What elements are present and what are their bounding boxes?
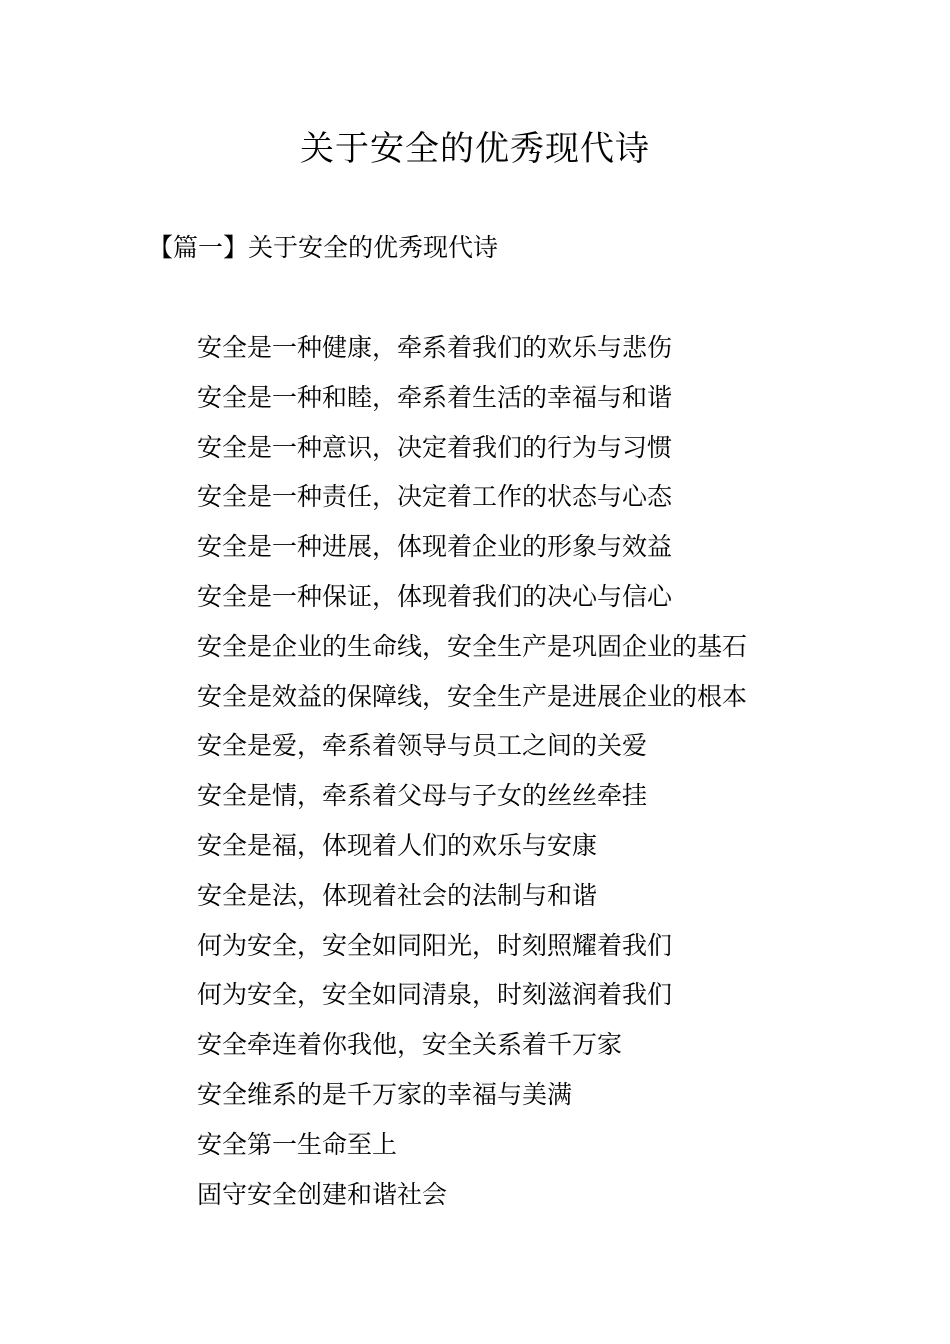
poem-line: 安全是爱，牵系着领导与员工之间的关爱	[197, 731, 648, 761]
poem-line: 安全牵连着你我他，安全关系着千万家	[197, 1030, 623, 1060]
poem-line: 安全是企业的生命线，安全生产是巩固企业的基石	[197, 631, 748, 661]
section-heading: 【篇一】关于安全的优秀现代诗	[148, 233, 499, 262]
poem-line: 安全是一种保证，体现着我们的决心与信心	[197, 581, 673, 611]
poem-line: 安全是法，体现着社会的法制与和谐	[197, 880, 598, 910]
poem-line: 固守安全创建和谐社会	[197, 1179, 448, 1209]
poem-line: 安全维系的是千万家的幸福与美满	[197, 1079, 573, 1109]
poem-line: 安全是一种责任，决定着工作的状态与心态	[197, 482, 673, 512]
poem-line: 安全是一种意识，决定着我们的行为与习惯	[197, 432, 673, 462]
poem-body	[197, 328, 747, 1224]
document-title: 关于安全的优秀现代诗	[300, 129, 650, 169]
poem-line: 安全是一种进展，体现着企业的形象与效益	[197, 532, 673, 562]
poem-line: 安全是一种和睦，牵系着生活的幸福与和谐	[197, 382, 673, 412]
poem-line: 安全是福，体现着人们的欢乐与安康	[197, 830, 598, 860]
poem-line: 安全是一种健康，牵系着我们的欢乐与悲伤	[197, 333, 673, 362]
poem-line: 安全是情，牵系着父母与子女的丝丝牵挂	[197, 781, 648, 811]
poem-line: 何为安全，安全如同阳光，时刻照耀着我们	[197, 930, 673, 960]
poem-line: 安全是效益的保障线，安全生产是进展企业的根本	[197, 681, 748, 711]
poem-line: 安全第一生命至上	[197, 1129, 398, 1159]
poem-line: 何为安全，安全如同清泉，时刻滋润着我们	[197, 980, 673, 1010]
